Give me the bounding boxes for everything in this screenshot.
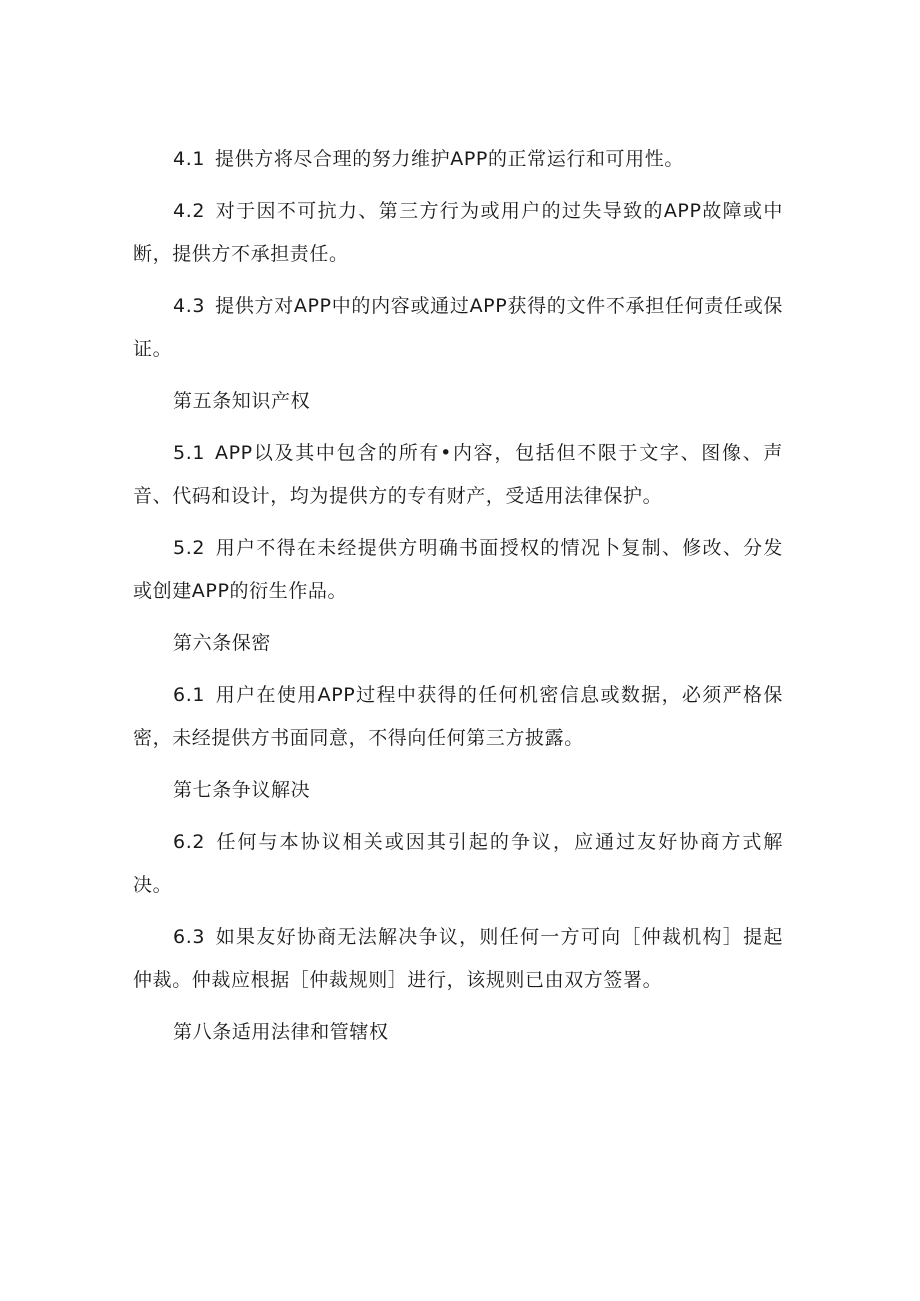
clause-number: 6.2 <box>173 831 206 853</box>
section-heading-7: 第七条争议解决 <box>173 779 311 801</box>
clause-4-1 <box>133 138 783 181</box>
clause-6-2 <box>133 821 783 907</box>
clause-5-1 <box>133 432 783 518</box>
clause-text: 用户不得在未经提供方明确书面授权的情况卜复制、修改、分发或创建APP的衍生作品。 <box>133 537 783 602</box>
clause-text: 对于因不可抗力、第三方行为或用户的过失导致的APP故障或中断，提供方不承担责任。 <box>133 200 783 265</box>
clause-text: 任何与本协议相关或因其引起的争议，应通过友好协商方式解决。 <box>133 831 783 896</box>
clause-text: APP以及其中包含的所有•内容，包括但不限于文字、图像、声音、代码和设计，均为提供方的专有财产，受适用法律保护。 <box>133 442 783 507</box>
clause-5-2 <box>133 527 783 613</box>
clause-text: 如果友好协商无法解决争议，则任何一方可向［仲裁机构］提起仲裁。仲裁应根据［仲裁规则］进行，该规则已由双方签署。 <box>133 926 783 991</box>
clause-4-3 <box>133 285 783 371</box>
clause-number: 6.3 <box>173 926 206 948</box>
clause-number: 6.1 <box>173 684 206 706</box>
clause-text: 用户在使用APP过程中获得的任何机密信息或数据，必须严格保密，未经提供方书面同意，不得向任何第三方披露。 <box>133 684 783 749</box>
clause-text: 提供方对APP中的内容或通过APP获得的文件不承担任何责任或保证。 <box>133 295 783 360</box>
clause-number: 4.3 <box>173 295 206 317</box>
clause-6-3 <box>133 916 783 1002</box>
section-heading-8: 第八条适用法律和管辖权 <box>173 1021 389 1043</box>
clause-4-2 <box>133 190 783 276</box>
clause-text: 提供方将尽合理的努力维护APP的正常运行和可用性。 <box>215 148 684 170</box>
section-heading-6: 第六条保密 <box>173 632 272 654</box>
clause-number: 5.2 <box>173 537 206 559</box>
section-heading-5: 第五条知识产权 <box>173 390 311 412</box>
clause-number: 5.1 <box>173 442 206 464</box>
clause-number: 4.1 <box>173 148 206 170</box>
document-body <box>133 138 783 1063</box>
clause-number: 4.2 <box>173 200 206 222</box>
clause-6-1 <box>133 674 783 760</box>
